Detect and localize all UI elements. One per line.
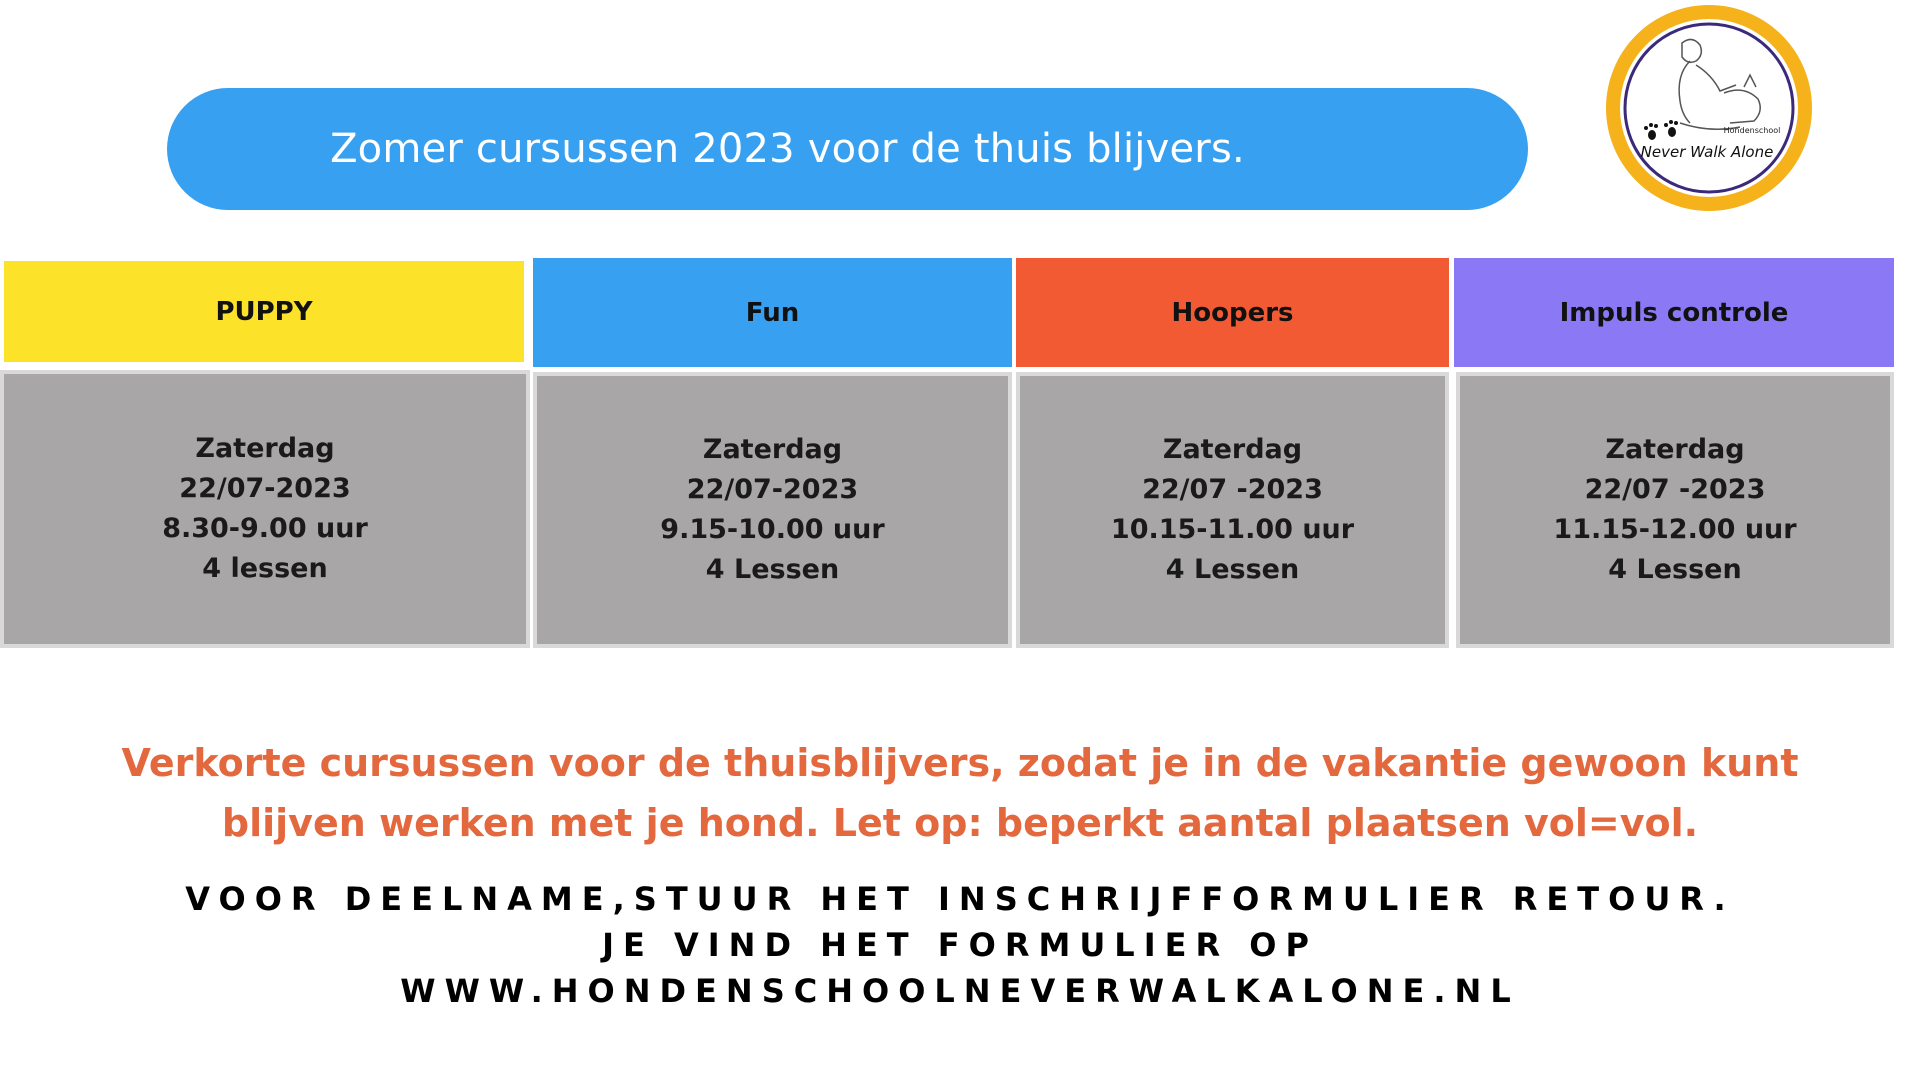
course-day: Zaterdag (1162, 434, 1303, 465)
logo-main-text: Never Walk Alone (1640, 143, 1774, 161)
title-banner (167, 88, 1528, 210)
course-header-puppy (4, 261, 524, 362)
course-date: 22/07 -2023 (1142, 474, 1323, 505)
course-lessons: 4 lessen (202, 553, 328, 584)
course-lessons: 4 Lessen (1165, 554, 1300, 585)
website-url: WWW.HONDENSCHOOLNEVERWALKALONE.NL (400, 972, 1520, 1010)
course-details-puppy (0, 370, 530, 648)
notice-line: Verkorte cursussen voor de thuisblijvers, zodat je in de vakantie gewoon kunt (121, 741, 1799, 785)
cta-line: VOOR DEELNAME,STUUR HET INSCHRIJFFORMULIER RETOUR. (185, 880, 1735, 918)
course-time: 10.15-11.00 uur (1110, 514, 1355, 545)
course-notice (100, 733, 1820, 853)
course-header-impuls (1454, 258, 1894, 367)
cta-line: JE VIND HET FORMULIER OP (602, 926, 1318, 964)
course-time: 8.30-9.00 uur (162, 513, 368, 544)
course-header-hoopers (1016, 258, 1449, 367)
course-details-impuls (1456, 372, 1894, 648)
logo-graphic (1604, 3, 1814, 213)
course-name: PUPPY (215, 296, 313, 327)
course-date: 22/07-2023 (686, 474, 859, 505)
logo-small-text: Hondenschool (1723, 126, 1781, 135)
course-time: 9.15-10.00 uur (660, 514, 885, 545)
course-name: Impuls controle (1559, 297, 1789, 328)
course-name: Fun (745, 297, 800, 328)
registration-instructions (60, 876, 1860, 1014)
page-title: Zomer cursussen 2023 voor de thuis blijvers. (330, 126, 1245, 172)
course-header-fun (533, 258, 1012, 367)
school-logo (1604, 3, 1814, 213)
course-lessons: 4 Lessen (1608, 554, 1742, 585)
course-lessons: 4 Lessen (705, 554, 840, 585)
course-details-fun (533, 372, 1012, 648)
course-details-hoopers (1016, 372, 1449, 648)
course-name: Hoopers (1171, 297, 1294, 328)
course-time: 11.15-12.00 uur (1553, 514, 1797, 545)
course-date: 22/07-2023 (179, 473, 351, 504)
notice-line: blijven werken met je hond. Let op: beperkt aantal plaatsen vol=vol. (221, 801, 1699, 845)
course-date: 22/07 -2023 (1584, 474, 1766, 505)
course-day: Zaterdag (195, 433, 335, 464)
course-day: Zaterdag (702, 434, 843, 465)
course-day: Zaterdag (1605, 434, 1745, 465)
